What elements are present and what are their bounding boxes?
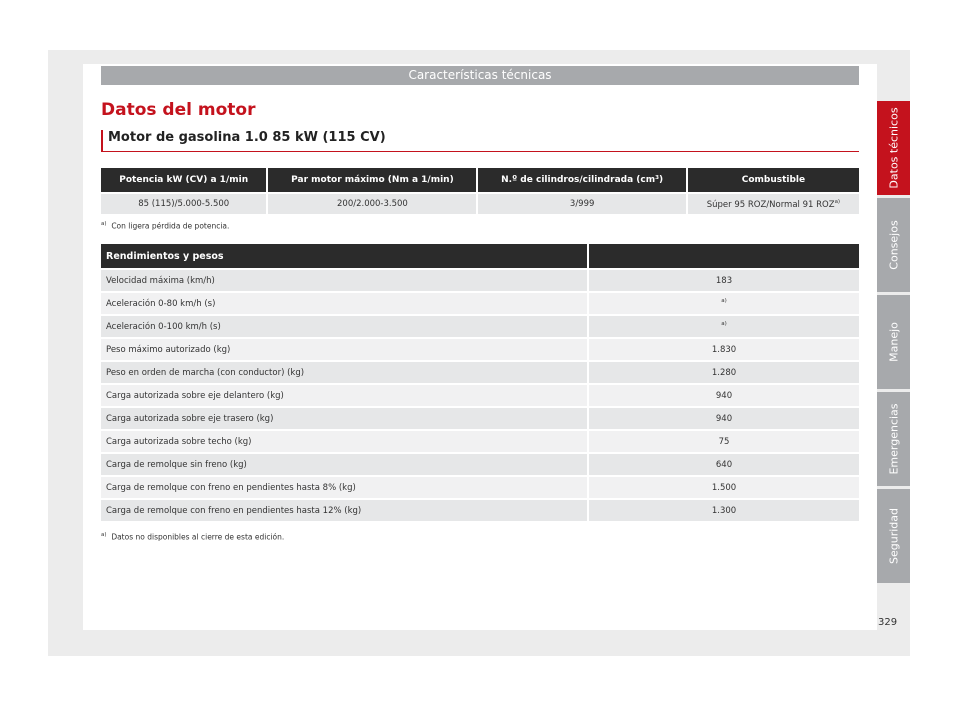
row-value: 1.280 [589, 362, 859, 383]
table-header-row [101, 168, 859, 192]
table-row [101, 362, 859, 383]
table-cell [688, 194, 859, 214]
tab-seguridad[interactable] [877, 489, 910, 583]
section-subtitle: Motor de gasolina 1.0 85 kW (115 CV) [101, 130, 859, 152]
performance-table [99, 242, 861, 523]
footnote-mark: a) [101, 532, 107, 538]
row-label: Aceleración 0-100 km/h (s) [101, 316, 587, 337]
table-header: Rendimientos y pesos [101, 244, 587, 268]
row-value [589, 293, 859, 314]
row-label: Peso máximo autorizado (kg) [101, 339, 587, 360]
footnote-mark: a) [834, 198, 841, 205]
section-title: Datos del motor [101, 100, 256, 120]
row-label: Carga autorizada sobre techo (kg) [101, 431, 587, 452]
footnote-unavailable [101, 532, 284, 542]
row-label: Carga de remolque sin freno (kg) [101, 454, 587, 475]
row-value: 1.300 [589, 500, 859, 521]
table-cell: 200/2.000-3.500 [268, 194, 476, 214]
row-label: Velocidad máxima (km/h) [101, 270, 587, 291]
row-label: Aceleración 0-80 km/h (s) [101, 293, 587, 314]
row-value: 1.500 [589, 477, 859, 498]
row-value: 940 [589, 408, 859, 429]
tab-label: Datos técnicos [887, 107, 900, 189]
table-row [101, 293, 859, 314]
tab-label: Consejos [887, 220, 900, 270]
engine-data-table [99, 166, 861, 216]
fuel-value: Súper 95 ROZ/Normal 91 ROZ [706, 199, 835, 210]
table-header-row [101, 244, 859, 268]
table-row [101, 477, 859, 498]
footnote-mark: a) [101, 221, 107, 227]
table-row [101, 270, 859, 291]
table-cell: 85 (115)/5.000-5.500 [101, 194, 266, 214]
tab-consejos[interactable] [877, 198, 910, 292]
table-row [101, 316, 859, 337]
row-label: Carga autorizada sobre eje trasero (kg) [101, 408, 587, 429]
row-value: 183 [589, 270, 859, 291]
table-header: Potencia kW (CV) a 1/min [101, 168, 266, 192]
tab-label: Emergencias [887, 403, 900, 475]
row-value [589, 316, 859, 337]
table-row [101, 454, 859, 475]
footnote-mark: a) [721, 298, 727, 305]
tab-manejo[interactable] [877, 295, 910, 389]
footnote-text: Datos no disponibles al cierre de esta edición. [111, 532, 285, 542]
table-header: Par motor máximo (Nm a 1/min) [268, 168, 476, 192]
row-label: Carga de remolque con freno en pendientes hasta 8% (kg) [101, 477, 587, 498]
table-row [101, 408, 859, 429]
footnote-power [101, 221, 229, 231]
chapter-header: Características técnicas [101, 66, 859, 85]
table-row [101, 500, 859, 521]
footnote-mark: a) [721, 321, 727, 328]
table-row [101, 431, 859, 452]
row-label: Carga de remolque con freno en pendientes hasta 12% (kg) [101, 500, 587, 521]
table-row [101, 339, 859, 360]
row-label: Carga autorizada sobre eje delantero (kg) [101, 385, 587, 406]
row-label: Peso en orden de marcha (con conductor) (kg) [101, 362, 587, 383]
tab-emergencias[interactable] [877, 392, 910, 486]
tab-label: Manejo [887, 322, 900, 362]
table-row [101, 385, 859, 406]
table-cell: 3/999 [478, 194, 685, 214]
page-number: 329 [878, 617, 898, 628]
table-header-empty [589, 244, 859, 268]
row-value: 940 [589, 385, 859, 406]
footnote-text: Con ligera pérdida de potencia. [111, 221, 230, 231]
row-value: 1.830 [589, 339, 859, 360]
tab-datos-tecnicos[interactable] [877, 101, 910, 195]
table-header: Combustible [688, 168, 859, 192]
tab-label: Seguridad [887, 508, 900, 564]
table-header: N.º de cilindros/cilindrada (cm³) [478, 168, 685, 192]
table-row [101, 194, 859, 214]
row-value: 75 [589, 431, 859, 452]
row-value: 640 [589, 454, 859, 475]
